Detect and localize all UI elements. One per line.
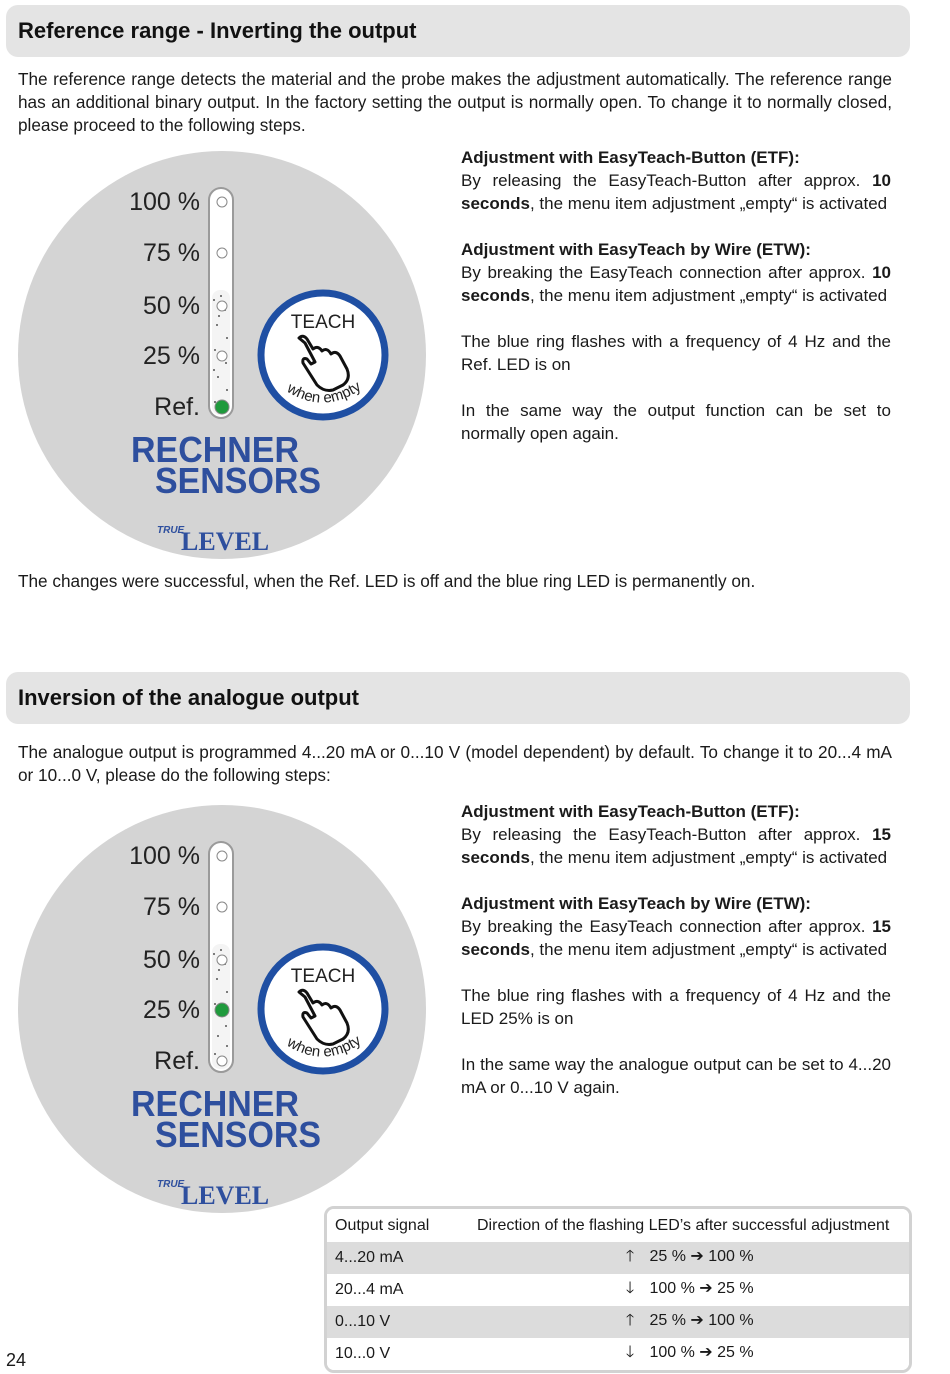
level-label-ref: Ref. [154,1047,200,1075]
led-ref-active [215,400,229,414]
badge-big: LEVEL [181,527,270,556]
badge-small: TRUE [157,525,185,536]
table-row [327,1338,909,1370]
etw-text: By breaking the EasyTeach connection after approx. 15 seconds, the menu item adjustment „empty“ is activated [461,917,892,959]
table-row [327,1242,909,1274]
led-75 [217,248,227,258]
level-label-75: 75 % [143,893,200,921]
table-cell-signal: 4...20 mA [327,1242,469,1274]
same-way-text: In the same way the analogue output can be set to 4...20 mA or 0...10 V again. [461,1055,891,1097]
led-25-active [215,1003,229,1017]
arrow-down-icon: 🡓 [625,1279,635,1297]
badge-small: TRUE [157,1179,185,1190]
page-number: 24 [6,1350,27,1370]
table-cell-signal: 10...0 V [327,1338,469,1370]
brand-line-1: RECHNER [131,1083,299,1124]
arrow-down-icon: 🡓 [625,1343,635,1361]
teach-sub-label: when empty [284,377,365,407]
level-label-50: 50 % [143,946,200,974]
section2-intro: The analogue output is programmed 4...20 mA or 0...10 V (model dependent) by default. To change it to 20...4 mA or 10...0 V, please do the following steps: [18,742,892,785]
led-50 [217,955,227,965]
table-cell-signal: 0...10 V [327,1306,469,1338]
level-label-ref: Ref. [154,393,200,421]
arrow-up-icon: 🡑 [625,1311,635,1329]
level-label-75: 75 % [143,239,200,267]
device-face-1 [15,150,435,560]
level-label-100: 100 % [129,188,200,216]
badge-big: LEVEL [181,1181,270,1210]
device-illustration-2 [15,804,435,1219]
table-cell-direction: 🡑 25 % ➔ 100 % [469,1306,909,1338]
led-75 [217,902,227,912]
device-illustration-1 [15,150,435,565]
level-label-100: 100 % [129,842,200,870]
table-header-row [327,1209,909,1242]
led-ref [217,1056,227,1066]
etw-heading: Adjustment with EasyTeach by Wire (ETW): [461,240,811,259]
output-signal-table [324,1206,912,1373]
etf-text: By releasing the EasyTeach-Button after approx. 10 seconds, the menu item adjustment „empty“ is activated [461,171,891,213]
etf-text: By releasing the EasyTeach-Button after approx. 15 seconds, the menu item adjustment „empty“ is activated [461,825,891,867]
section2-instructions [461,800,891,1099]
teach-label: TEACH [290,312,356,333]
led-100 [217,197,227,207]
table-cell-direction: 🡓 100 % ➔ 25 % [469,1274,909,1306]
led-25 [217,351,227,361]
teach-sub-label: when empty [284,1031,365,1061]
etf-heading: Adjustment with EasyTeach-Button (ETF): [461,148,800,167]
table-cell-signal: 20...4 mA [327,1274,469,1306]
etw-heading: Adjustment with EasyTeach by Wire (ETW): [461,894,811,913]
section1-instructions [461,146,891,445]
brand-line-1: RECHNER [131,429,299,470]
same-way-text: In the same way the output function can be set to normally open again. [461,401,891,443]
level-label-50: 50 % [143,292,200,320]
table-row [327,1274,909,1306]
level-label-25: 25 % [143,342,200,370]
section1-intro: The reference range detects the material and the probe makes the adjustment automatically. The reference range has an additional binary output. In the factory setting the output is normally open. To change it to normally closed, please proceed to the following steps. [18,69,892,135]
section-title-analogue-inversion: Inversion of the analogue output [6,672,910,724]
section-title-reference-range: Reference range - Inverting the output [6,5,910,57]
success-text: The changes were successful, when the Ref. LED is off and the blue ring LED is permanently on. [18,571,756,591]
etw-text: By breaking the EasyTeach connection after approx. 10 seconds, the menu item adjustment „empty“ is activated [461,263,892,305]
led-50 [217,301,227,311]
table-row [327,1306,909,1338]
level-label-25: 25 % [143,996,200,1024]
arrow-up-icon: 🡑 [625,1247,635,1265]
flash-text: The blue ring flashes with a frequency of 4 Hz and the Ref. LED is on [461,332,891,374]
device-face-2 [15,804,435,1214]
led-100 [217,851,227,861]
table-header-direction: Direction of the flashing LED’s after successful adjustment [469,1209,909,1242]
teach-label: TEACH [290,966,356,987]
table-cell-direction: 🡓 100 % ➔ 25 % [469,1338,909,1370]
brand-line-2: SENSORS [155,460,321,501]
brand-line-2: SENSORS [155,1114,321,1155]
table-cell-direction: 🡑 25 % ➔ 100 % [469,1242,909,1274]
etf-heading: Adjustment with EasyTeach-Button (ETF): [461,802,800,821]
flash-text: The blue ring flashes with a frequency of 4 Hz and the LED 25% is on [461,986,891,1028]
table-header-signal: Output signal [327,1209,469,1242]
